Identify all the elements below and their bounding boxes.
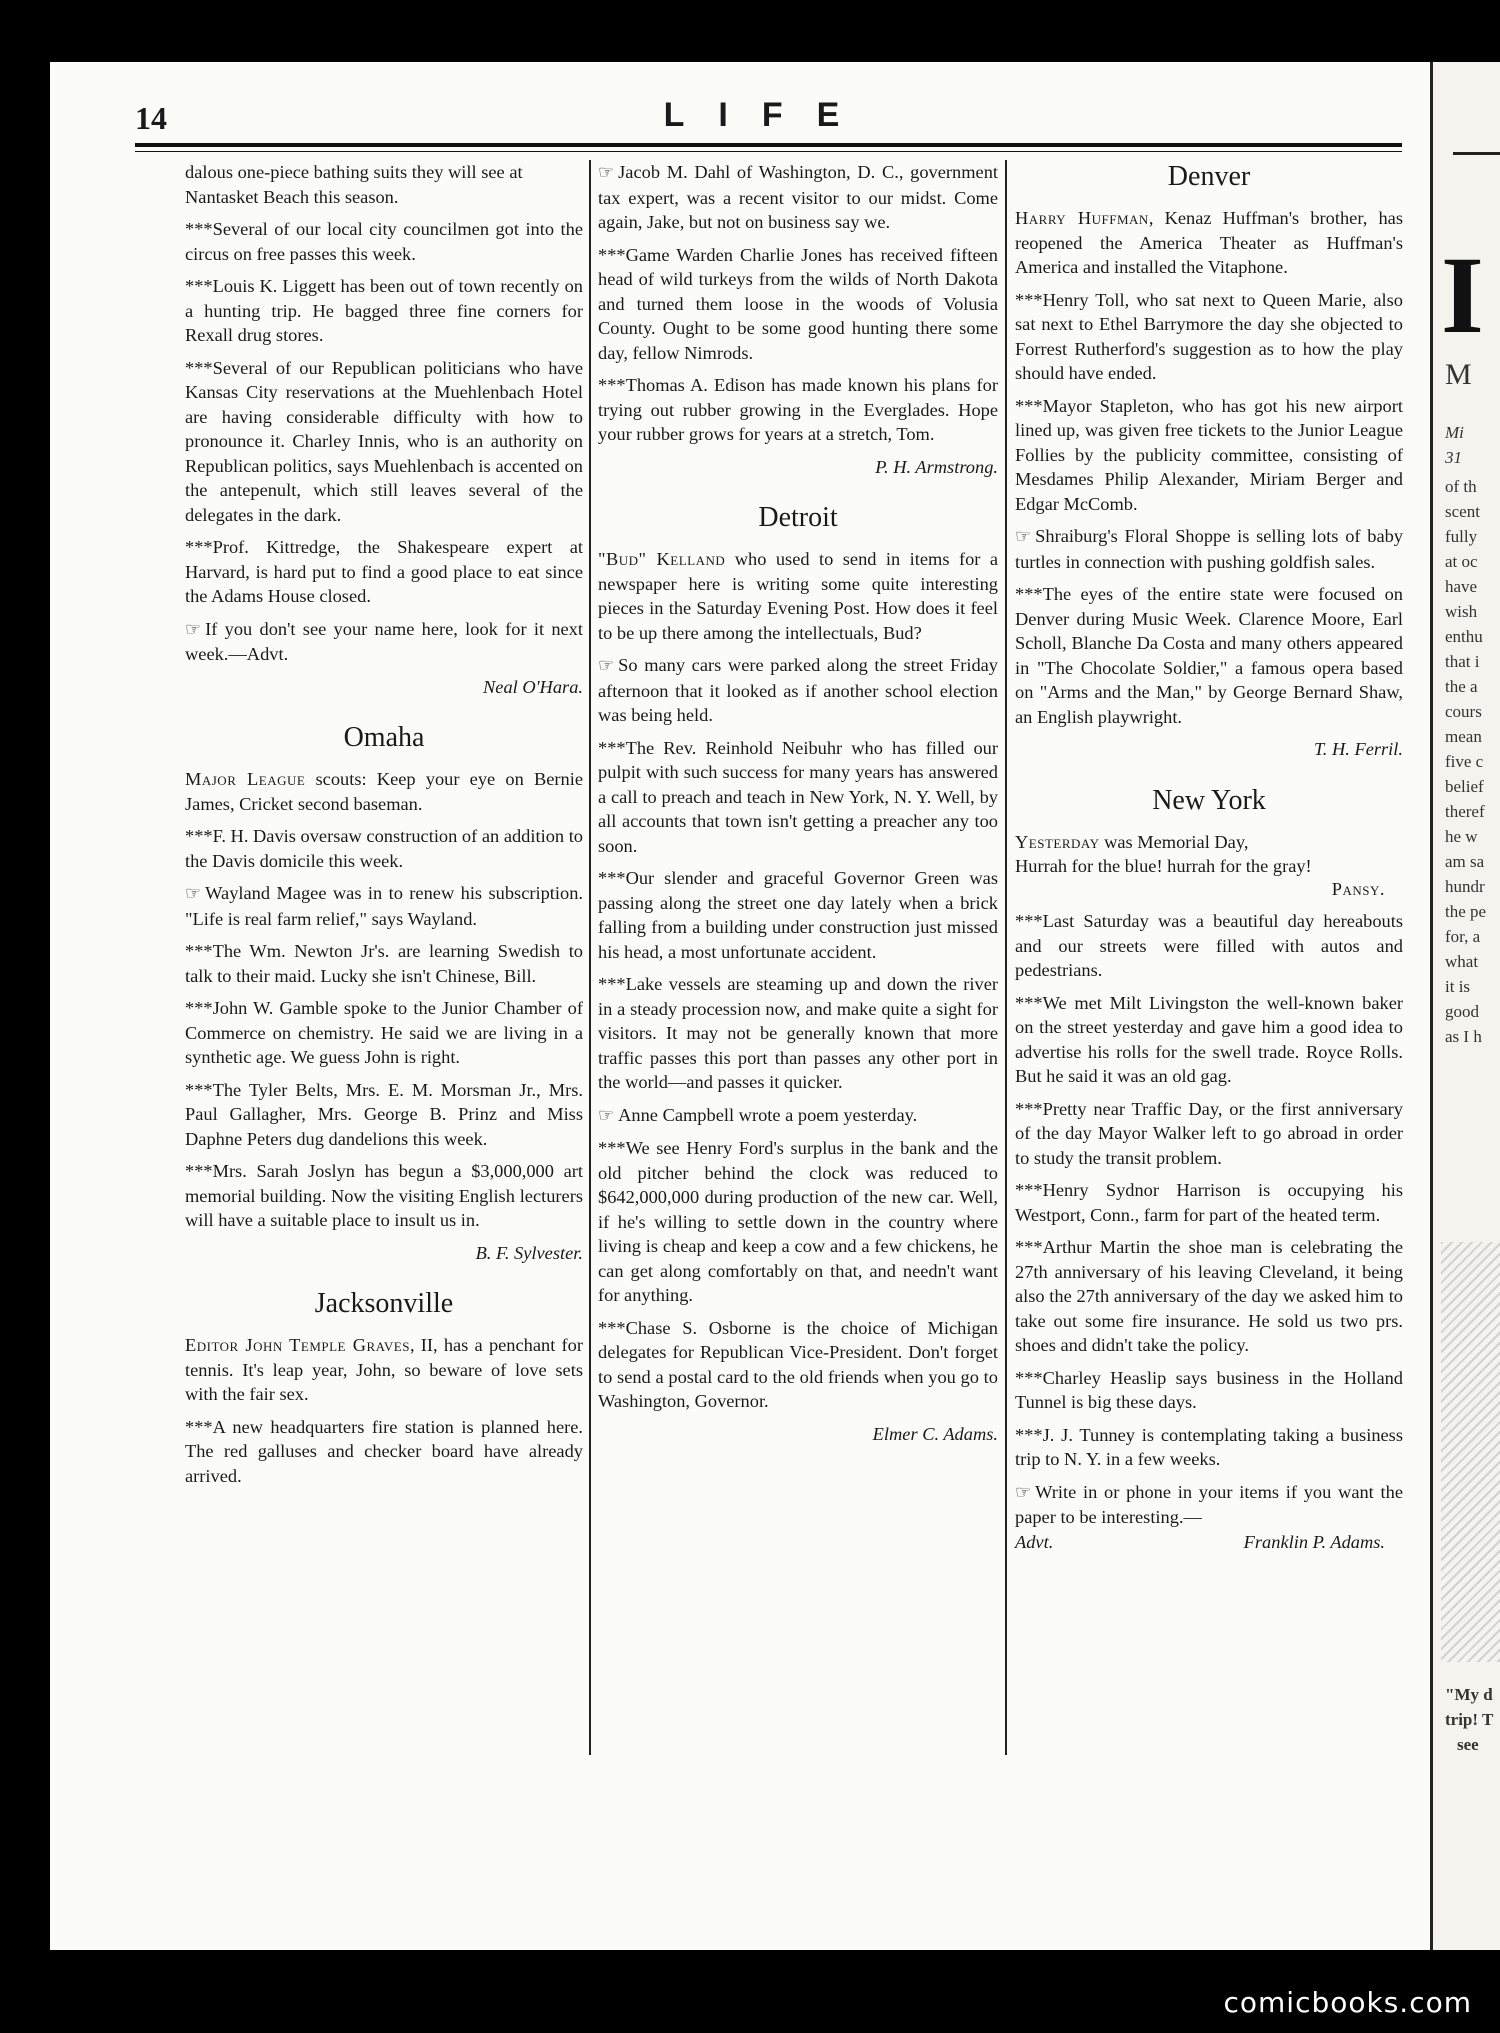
advt-label: Advt. [1015,1531,1054,1552]
paragraph: ☞ Anne Campbell wrote a poem yesterday. [598,1103,998,1129]
masthead: LIFE [663,96,874,134]
byline: Neal O'Hara. [483,676,583,697]
paragraph: Harry Huffman, Kenaz Huffman's brother, has reopened the America Theater as Huffman's America and installed the Vitaphone. [1015,208,1403,277]
paragraph: ***The eyes of the entire state were focused on Denver during Music Week. Clarence Moore, Earl Scholl, Blanche Da Costa and many others appeared in "The Chocolate Soldier," a famous opera based on "Arms and the Man," by George Bernard Shaw, an English playwright. [1015,584,1403,727]
adjacent-frag: am sa [1445,852,1485,871]
column-divider [1005,160,1007,1755]
paragraph: ***Our slender and graceful Governor Green was passing along the street one day lately when a brick falling from a building under construction just missed his head, a most unfortunate accident. [598,868,998,962]
adjacent-frag: wish [1445,602,1478,621]
adjacent-frag: good [1445,1002,1479,1021]
byline: P. H. Armstrong. [875,456,998,477]
paragraph: ***Henry Sydnor Harrison is occupying his Westport, Conn., farm for part of the heated term. [1015,1180,1403,1225]
page-header [135,96,1402,142]
adjacent-frag: see [1457,1735,1479,1754]
adjacent-frag: "My d [1445,1685,1493,1704]
adjacent-frag: have [1445,577,1478,596]
column-2 [598,160,998,1454]
adjacent-frag: five c [1445,752,1484,771]
adjacent-frag: that i [1445,652,1480,671]
verse: Hurrah for the blue! hurrah for the gray! [1015,856,1312,876]
pointing-hand-icon: ☞ [1015,526,1032,547]
pointing-hand-icon: ☞ [598,162,615,183]
column-3 [1015,160,1403,1554]
paragraph: ***Mrs. Sarah Joslyn has begun a $3,000,000 art memorial building. Now the visiting English lecturers will have a suitable place to insult us in. [185,1161,583,1230]
pointing-hand-icon: ☞ [1015,1481,1032,1503]
paragraph: ***The Wm. Newton Jr's. are learning Swedish to talk to their maid. Lucky she isn't Chinese, Bill. [185,941,583,986]
paragraph: ***Chase S. Osborne is the choice of Michigan delegates for Republican Vice-President. Don't forget to send a postal card to the old friends when you go to Washington, Governor. [598,1317,998,1411]
pointing-hand-icon: ☞ [598,655,615,676]
adjacent-frag: Mi [1445,423,1464,442]
paragraph: ☞ If you don't see your name here, look for it next week.—Advt. [185,618,583,664]
byline: B. F. Sylvester. [475,1242,583,1263]
paragraph: "Bud" Kelland who used to send in items for a newspaper here is writing some quite interesting pieces in the Saturday Evening Post. How does it feel to be up there among the intellectuals, Bud? [598,549,998,643]
paragraph: ***Charley Heaslip says business in the Holland Tunnel is big these days. [1015,1367,1403,1412]
paragraph: Major League scouts: Keep your eye on Bernie James, Cricket second baseman. [185,769,583,814]
paragraph: ☞ Write in or phone in your items if you want the paper to be interesting.— [1015,1481,1403,1527]
column-divider [589,160,591,1755]
adjacent-frag: mean [1445,727,1482,746]
adjacent-frag: 31 [1445,448,1462,467]
paragraph: ***Mayor Stapleton, who has got his new airport lined up, was given free tickets to the Junior League Follies by the publicity committee, consisting of Mesdames Philip Alexander, Miriam Berger and Edgar McComb. [1015,395,1403,514]
paragraph: ***The Tyler Belts, Mrs. E. M. Morsman Jr., Mrs. Paul Gallagher, Mrs. George B. Prinz and Miss Daphne Peters dug dandelions this week. [185,1079,583,1149]
paragraph: ☞ Wayland Magee was in to renew his subscription. "Life is real farm relief," says Wayland. [185,883,583,929]
paragraph: ☞ Shraiburg's Floral Shoppe is selling lots of baby turtles in connection with pushing goldfish sales. [1015,526,1403,572]
section-heading-jacksonville: Jacksonville [314,1288,454,1319]
paragraph: ***We met Milt Livingston the well-known baker on the street yesterday and gave him a good idea to advertise his rolls for the swell trade. Royce Rolls. But he said it was an old gag. [1015,992,1403,1086]
section-heading-new-york: New York [1152,784,1266,816]
paragraph: ***A new headquarters fire station is planned here. The red galluses and checker board have already arrived. [185,1416,583,1486]
pointing-hand-icon: ☞ [185,618,202,640]
verse-credit: Pansy. [1331,878,1385,899]
adjacent-frag: theref [1445,802,1485,821]
adjacent-frag: what [1445,952,1479,971]
pointing-hand-icon: ☞ [185,883,202,904]
adjacent-frag: as I h [1445,1027,1482,1046]
paragraph: ***Prof. Kittredge, the Shakespeare expert at Harvard, is hard put to find a good place to eat since the Adams House closed. [185,537,583,606]
adjacent-frag: the pe [1445,902,1487,921]
paragraph: ***The Rev. Reinhold Neibuhr who has filled our pulpit with such success for many years has answered a call to preach and teach in New York, N. Y. Well, by all accounts that town isn't getting a preacher any too soon. [598,737,998,856]
adjacent-frag: he w [1445,827,1478,846]
adjacent-rule [1453,152,1500,155]
adjacent-frag: of th [1445,477,1477,496]
header-rule [135,143,1402,147]
verse: Yesterday was Memorial Day, [1015,831,1249,852]
paragraph: ***Arthur Martin the shoe man is celebrating the 27th anniversary of his leaving Cleveland, it being also the 27th anniversary of the day we asked him to take out some fire insurance. He sold us two prs. shoes and didn't take the policy. [1015,1237,1403,1355]
adjacent-frag: scent [1445,502,1480,521]
adjacent-frag: cours [1445,702,1482,721]
adjacent-frag: for, a [1445,927,1481,946]
adjacent-frag: fully [1445,527,1478,546]
watermark: comicbooks.com [1223,1986,1472,2019]
paragraph: ☞ Jacob M. Dahl of Washington, D. C., government tax expert, was a recent visitor to our midst. Come again, Jake, but not on business say we. [598,162,998,232]
signoff-line [1015,1530,1403,1555]
paragraph: ***Several of our Republican politicians who have Kansas City reservations at the Muehlenbach Hotel are having considerable difficulty with how to pronounce it. Charley Innis, who is an authority on Republican politics, says Muehlenbach is accented on the antepenult, which still leaves several of the delegates in the dark. [185,357,583,525]
adjacent-frag: the a [1445,677,1478,696]
adjacent-illustration [1441,1242,1500,1662]
paragraph: ☞ So many cars were parked along the street Friday afternoon that it looked as if another school election was being held. [598,655,998,725]
adjacent-frag: enthu [1445,627,1483,646]
byline: Elmer C. Adams. [872,1423,998,1444]
paragraph: ***Last Saturday was a beautiful day hereabouts and our streets were filled with autos and pedestrians. [1015,911,1403,980]
adjacent-initial: I [1441,234,1484,356]
adjacent-frag: M [1445,358,1472,391]
paragraph: ***F. H. Davis oversaw construction of an addition to the Davis domicile this week. [185,826,583,871]
byline: T. H. Ferril. [1313,739,1403,759]
section-heading-detroit: Detroit [758,502,838,533]
adjacent-frag: trip! T [1445,1710,1494,1729]
paragraph: ***Several of our local city councilmen got into the circus on free passes this week. [185,219,583,264]
paragraph: ***Lake vessels are steaming up and down the river in a steady procession now, and make quite a sight for visitors. It may not be generally known that more traffic passes this port than passes any other port in the world—and passes it quicker. [598,974,998,1092]
section-heading-denver: Denver [1167,161,1251,192]
paragraph: ***Louis K. Liggett has been out of town recently on a hunting trip. He bagged three fine corners for Rexall drug stores. [185,276,583,345]
paragraph: ***Henry Toll, who sat next to Queen Marie, also sat next to Ethel Barrymore the day she objected to Forrest Rutherford's suggestion as to how the play should have ended. [1015,289,1403,383]
header-rule-thin [135,151,1402,152]
paragraph: ***John W. Gamble spoke to the Junior Chamber of Commerce on chemistry. He said we are living in a synthetic age. We guess John is right. [185,998,583,1067]
paragraph: ***Pretty near Traffic Day, or the first anniversary of the day Mayor Walker left to go abroad in order to study the transit problem. [1015,1098,1403,1168]
byline: Franklin P. Adams. [1243,1531,1385,1552]
adjacent-frag: hundr [1445,877,1485,896]
adjacent-frag: belief [1445,777,1484,796]
adjacent-frag: it is [1445,977,1471,996]
paragraph: Editor John Temple Graves, II, has a penchant for tennis. It's leap year, John, so beware of love sets with the fair sex. [185,1335,583,1404]
page-number: 14 [135,100,167,136]
adjacent-frag: at oc [1445,552,1478,571]
section-heading-omaha: Omaha [343,722,425,753]
paragraph: ***Thomas A. Edison has made known his plans for trying out rubber growing in the Everglades. Hope your rubber grows for years at a stretch, Tom. [598,375,998,444]
paragraph: ***We see Henry Ford's surplus in the bank and the old pitcher behind the clock was reduced to $642,000,000 during production of the new car. Well, if he's willing to settle down in the country where living is cheap and keep a cow and a few chickens, he can get along comfortably on that, and needn't want for anything. [598,1138,998,1305]
column-1 [185,160,583,1496]
paragraph: ***J. J. Tunney is contemplating taking a business trip to N. Y. in a few weeks. [1015,1424,1403,1469]
adjacent-page-edge [1430,62,1500,1950]
paragraph: dalous one-piece bathing suits they will see at Nantasket Beach this season. [185,162,523,207]
paragraph: ***Game Warden Charlie Jones has received fifteen head of wild turkeys from the wilds of North Dakota and turned them loose in the woods of Volusia County. Ought to be some good hunting there some day, fellow Nimrods. [598,244,998,363]
pointing-hand-icon: ☞ [598,1104,615,1126]
